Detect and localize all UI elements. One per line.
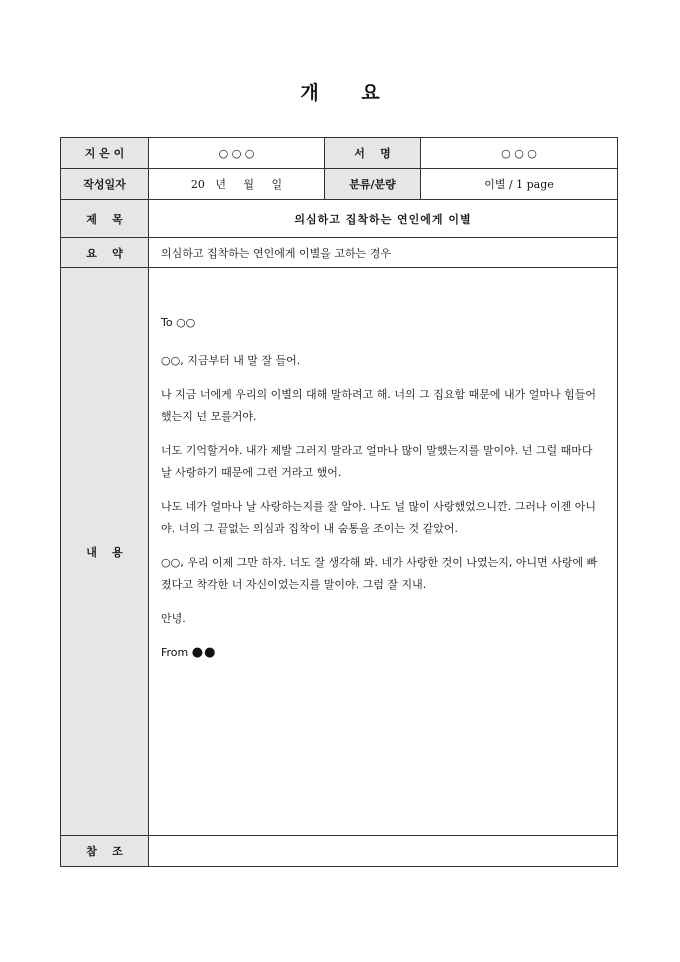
- date-row: [61, 169, 618, 200]
- content-label: 내 용: [61, 268, 149, 836]
- from-label: From: [161, 646, 189, 659]
- letter-greeting: To ○○: [161, 316, 196, 329]
- author-value: ○ ○ ○: [149, 138, 325, 169]
- signature-label: 서 명: [325, 138, 421, 169]
- reference-row: [61, 836, 618, 867]
- category-label: 분류/분량: [325, 169, 421, 200]
- summary-row: [61, 238, 618, 268]
- subject-label: 제 목: [61, 200, 149, 238]
- date-value: 20 년 월 일: [149, 169, 325, 200]
- letter-closing: 안녕.: [161, 612, 186, 625]
- signature-value: ○ ○ ○: [421, 138, 618, 169]
- letter-paragraph-5: ○○, 우리 이제 그만 하자. 너도 잘 생각해 봐. 네가 사랑한 것이 나였는지, 아니면 사랑에 빠졌다고 착각한 너 자신이었는지를 말이야. 그럼 잘 지내.: [161, 556, 598, 591]
- reference-label: 참 조: [61, 836, 149, 867]
- summary-value: 의심하고 집착하는 연인에게 이별을 고하는 경우: [149, 238, 618, 268]
- author-label: 지 은 이: [61, 138, 149, 169]
- author-row: [61, 138, 618, 169]
- letter-paragraph-2: 나 지금 너에게 우리의 이별의 대해 말하려고 해. 너의 그 집요함 때문에 내가 얼마나 힘들어했는지 넌 모를거야.: [161, 388, 596, 423]
- reference-value: [149, 836, 618, 867]
- subject-value: 의심하고 집착하는 연인에게 이별: [149, 200, 618, 238]
- content-row: [61, 268, 618, 836]
- letter-signoff: [161, 642, 605, 664]
- summary-label: 요 약: [61, 238, 149, 268]
- document-title: 개 요: [300, 82, 380, 104]
- summary-form-table: [60, 137, 618, 867]
- date-label: 작성일자: [61, 169, 149, 200]
- letter-paragraph-1: ○○, 지금부터 내 말 잘 들어.: [161, 354, 301, 367]
- from-value: ●●: [191, 645, 217, 660]
- letter-paragraph-3: 너도 기억할거야. 내가 제발 그러지 말라고 얼마나 많이 말했는지를 말이야. 넌 그럴 때마다 날 사랑하기 때문에 그런 거라고 했어.: [161, 444, 593, 479]
- letter-content: [149, 268, 618, 836]
- subject-row: [61, 200, 618, 238]
- category-value: 이별 / 1 page: [421, 169, 618, 200]
- letter-paragraph-4: 나도 네가 얼마나 날 사랑하는지를 잘 알아. 나도 널 많이 사랑했었으니깐. 그러나 이젠 아니야. 너의 그 끝없는 의심과 집착이 내 숨통을 조이는 것 같았어.: [161, 500, 596, 535]
